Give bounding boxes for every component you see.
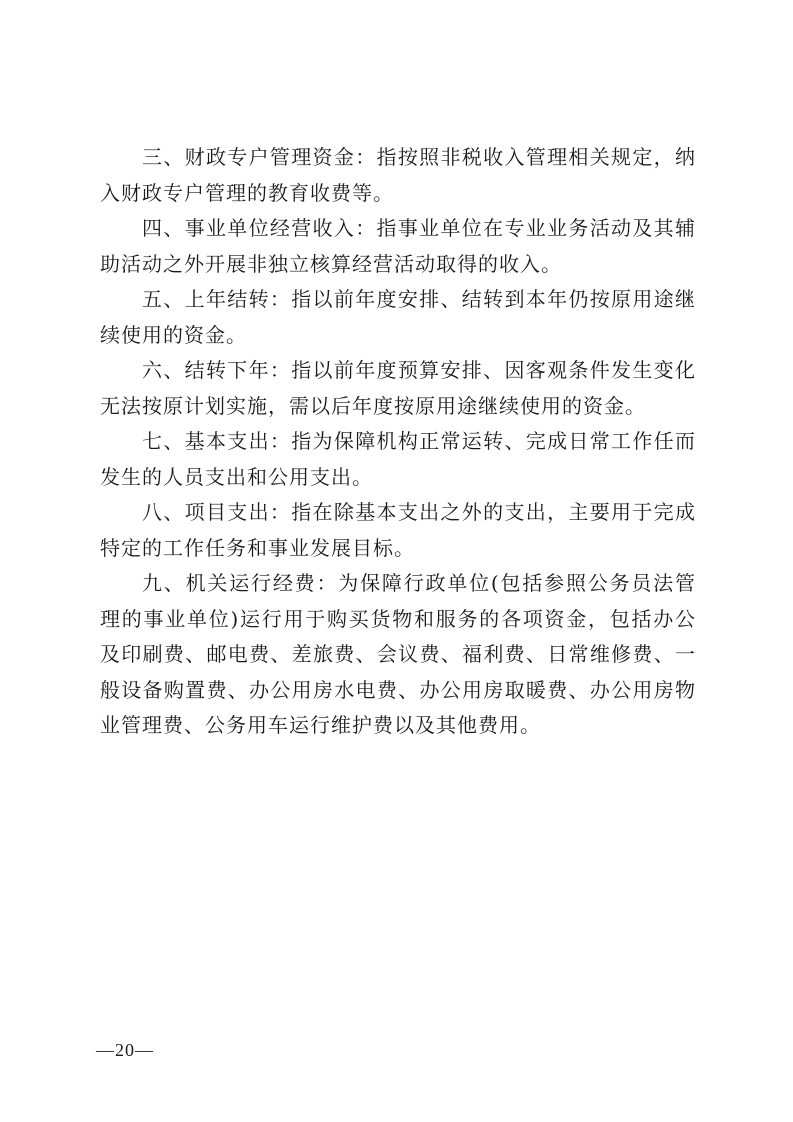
paragraph-project-expenditure: 八、项目支出：指在除基本支出之外的支出，主要用于完成特定的工作任务和事业发展目标。	[100, 500, 696, 560]
document-body	[100, 140, 696, 744]
paragraph-prior-year-carryover: 五、上年结转：指以前年度安排、结转到本年仍按原用途继续使用的资金。	[100, 287, 696, 347]
paragraph-operating-expenses: 九、机关运行经费：为保障行政单位(包括参照公务员法管理的事业单位)运行用于购买货物和服务的各项资金，包括办公及印刷费、邮电费、差旅费、会议费、福利费、日常维修费、一般设备购置费、办公用房水电费、办公用房取暖费、办公用房物业管理费、公务用车运行维护费以及其他费用。	[100, 571, 696, 737]
paragraph-basic-expenditure: 七、基本支出：指为保障机构正常运转、完成日常工作任而发生的人员支出和公用支出。	[100, 429, 696, 489]
paragraph-fiscal-account-funds: 三、财政专户管理资金：指按照非税收入管理相关规定，纳入财政专户管理的教育收费等。	[100, 145, 696, 205]
paragraph-operating-income: 四、事业单位经营收入：指事业单位在专业业务活动及其辅助活动之外开展非独立核算经营活动取得的收入。	[100, 216, 696, 276]
page-number: —20—	[96, 1040, 154, 1060]
paragraph-carryover-next-year: 六、结转下年：指以前年度预算安排、因客观条件发生变化无法按原计划实施，需以后年度按原用途继续使用的资金。	[100, 358, 696, 418]
